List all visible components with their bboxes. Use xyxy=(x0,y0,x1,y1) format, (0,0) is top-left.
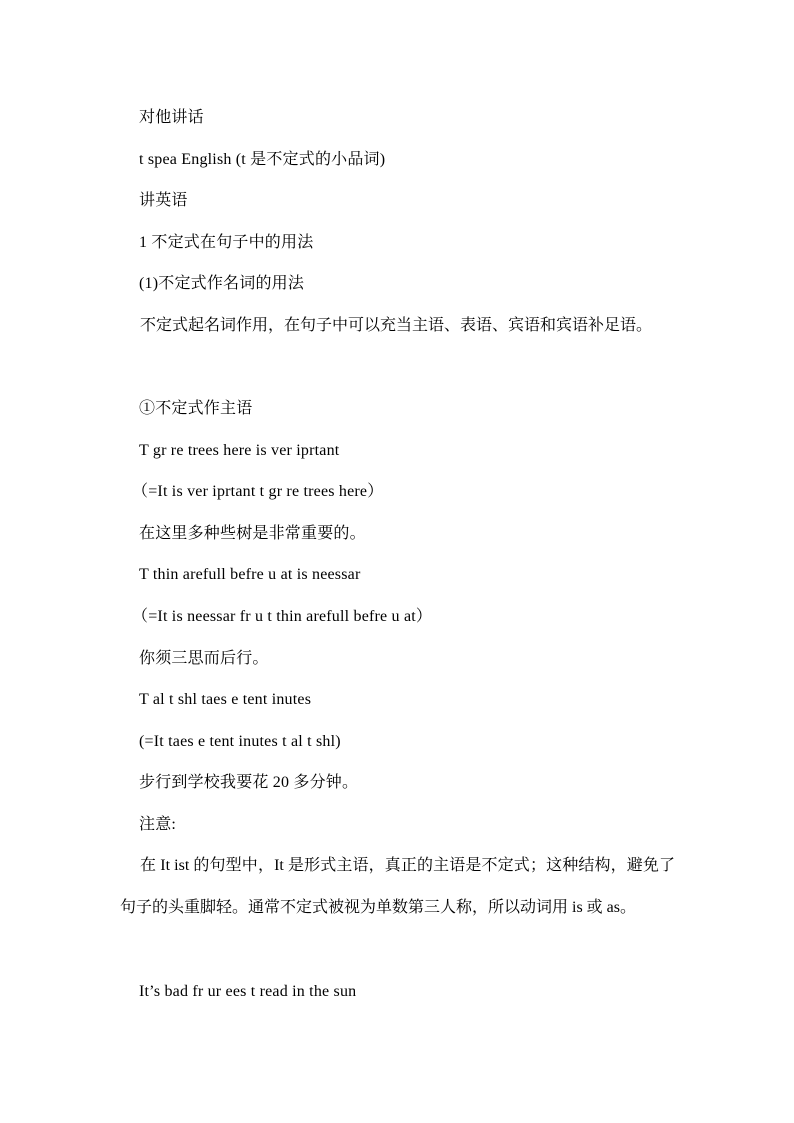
text-line-7: ①不定式作主语 xyxy=(139,400,253,417)
text-line-14: T al t shl taes e tent inutes xyxy=(139,691,312,708)
text-line-2: t spea English (t 是不定式的小品词) xyxy=(139,151,386,168)
text-line-8: T gr re trees here is ver iprtant xyxy=(139,442,340,459)
paragraph-noun-usage: 不定式起名词作用，在句子中可以充当主语、表语、宾语和宾语补足语。 xyxy=(140,317,653,334)
text-line-12: （=It is neessar fr u t thin arefull befre u at） xyxy=(132,608,433,625)
text-line-16: 步行到学校我要花 20 多分钟。 xyxy=(139,774,359,791)
text-line-15: (=It taes e tent inutes t al t shl) xyxy=(139,733,341,750)
text-line-3: 讲英语 xyxy=(139,192,188,209)
text-line-19: It’s bad fr ur ees t read in the sun xyxy=(139,983,357,1000)
text-line-11: T thin arefull befre u at is neessar xyxy=(139,566,361,583)
text-line-17: 注意: xyxy=(139,816,177,833)
paragraph-it-note: 在 It ist 的句型中，It 是形式主语，真正的主语是不定式；这种结构，避免了句子的头重脚轻。通常不定式被视为单数第三人称，所以动词用 is 或 as。 xyxy=(120,857,675,916)
text-line-1: 对他讲话 xyxy=(139,109,204,126)
text-line-5: (1)不定式作名词的用法 xyxy=(139,275,305,292)
text-line-13: 你须三思而后行。 xyxy=(139,650,269,667)
text-line-9: （=It is ver iprtant t gr re trees here） xyxy=(132,483,384,500)
text-line-10: 在这里多种些树是非常重要的。 xyxy=(139,525,366,542)
text-line-4: 1 不定式在句子中的用法 xyxy=(139,234,314,251)
